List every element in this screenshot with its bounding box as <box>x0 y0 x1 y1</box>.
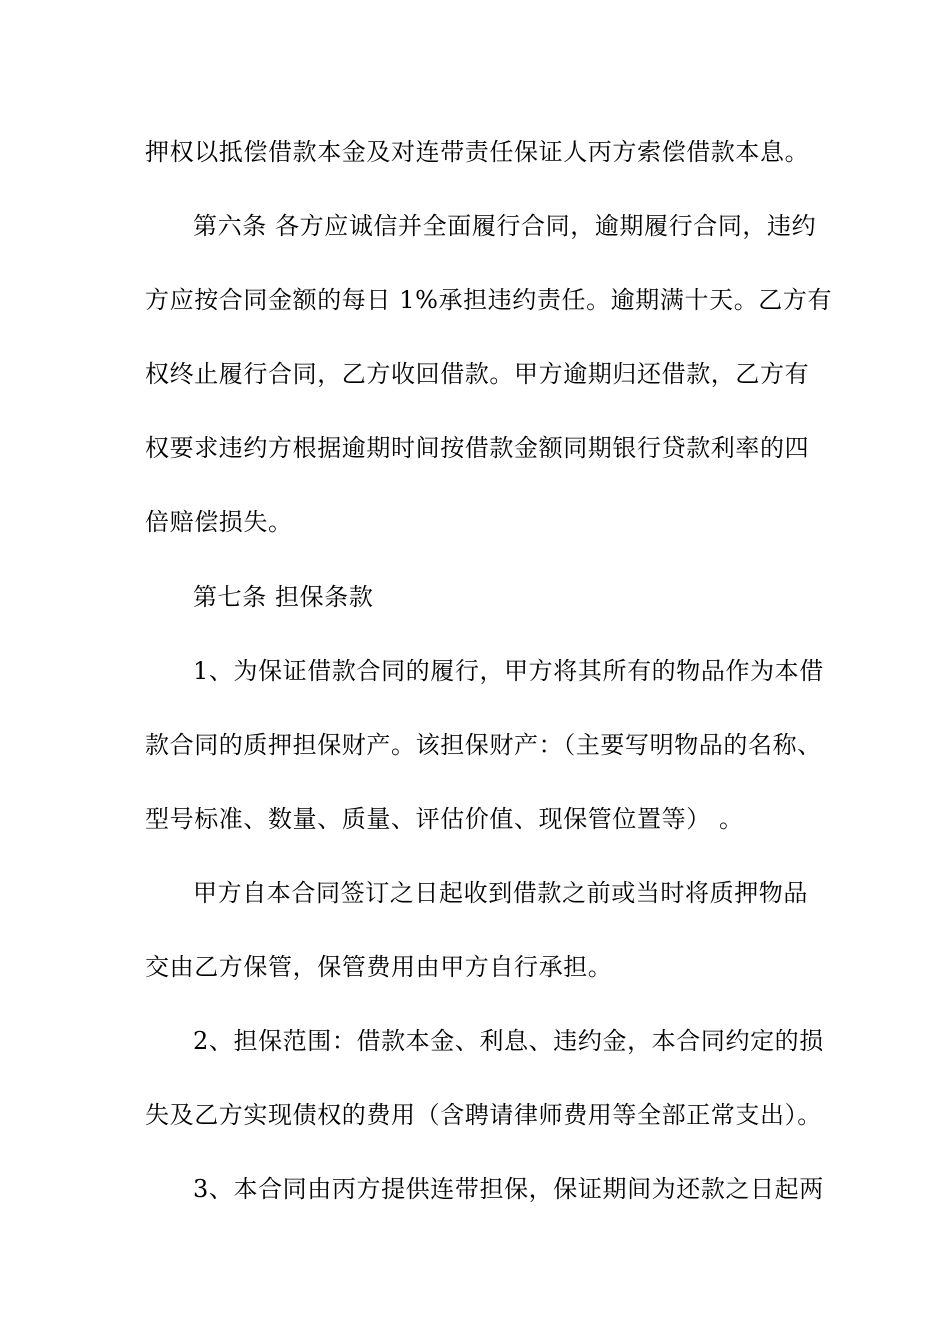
text-line: 甲方自本合同签订之日起收到借款之前或当时将质押物品 <box>193 879 808 907</box>
text-line: 方应按合同金额的每日 1%承担违约责任。逾期满十天。乙方有 <box>145 286 833 314</box>
clause-2-line: 2、担保范围：借款本金、利息、违约金，本合同约定的损 <box>193 1027 824 1055</box>
article-7-heading: 第七条 担保条款 <box>193 583 374 611</box>
text-line: 款合同的质押担保财产。该担保财产：（主要写明物品的名称、 <box>145 731 822 759</box>
text-line: 型号标准、数量、质量、评估价值、现保管位置等） 。 <box>145 805 744 833</box>
text-line: 交由乙方保管，保管费用由甲方自行承担。 <box>145 953 613 981</box>
text-line: 权要求违约方根据逾期时间按借款金额同期银行贷款利率的四 <box>145 434 810 462</box>
clause-1-line: 1、为保证借款合同的履行，甲方将其所有的物品作为本借 <box>193 657 824 685</box>
text-line: 权终止履行合同，乙方收回借款。甲方逾期归还借款，乙方有 <box>145 360 810 388</box>
text-line: 押权以抵偿借款本金及对连带责任保证人丙方索偿借款本息。 <box>145 138 810 166</box>
text-line: 倍赔偿损失。 <box>145 508 293 536</box>
text-line: 失及乙方实现债权的费用（含聘请律师费用等全部正常支出）。 <box>145 1101 822 1129</box>
clause-3-line: 3、本合同由丙方提供连带担保，保证期间为还款之日起两 <box>193 1175 824 1203</box>
article-6-heading-line: 第六条 各方应诚信并全面履行合同，逾期履行合同，违约 <box>193 212 817 240</box>
